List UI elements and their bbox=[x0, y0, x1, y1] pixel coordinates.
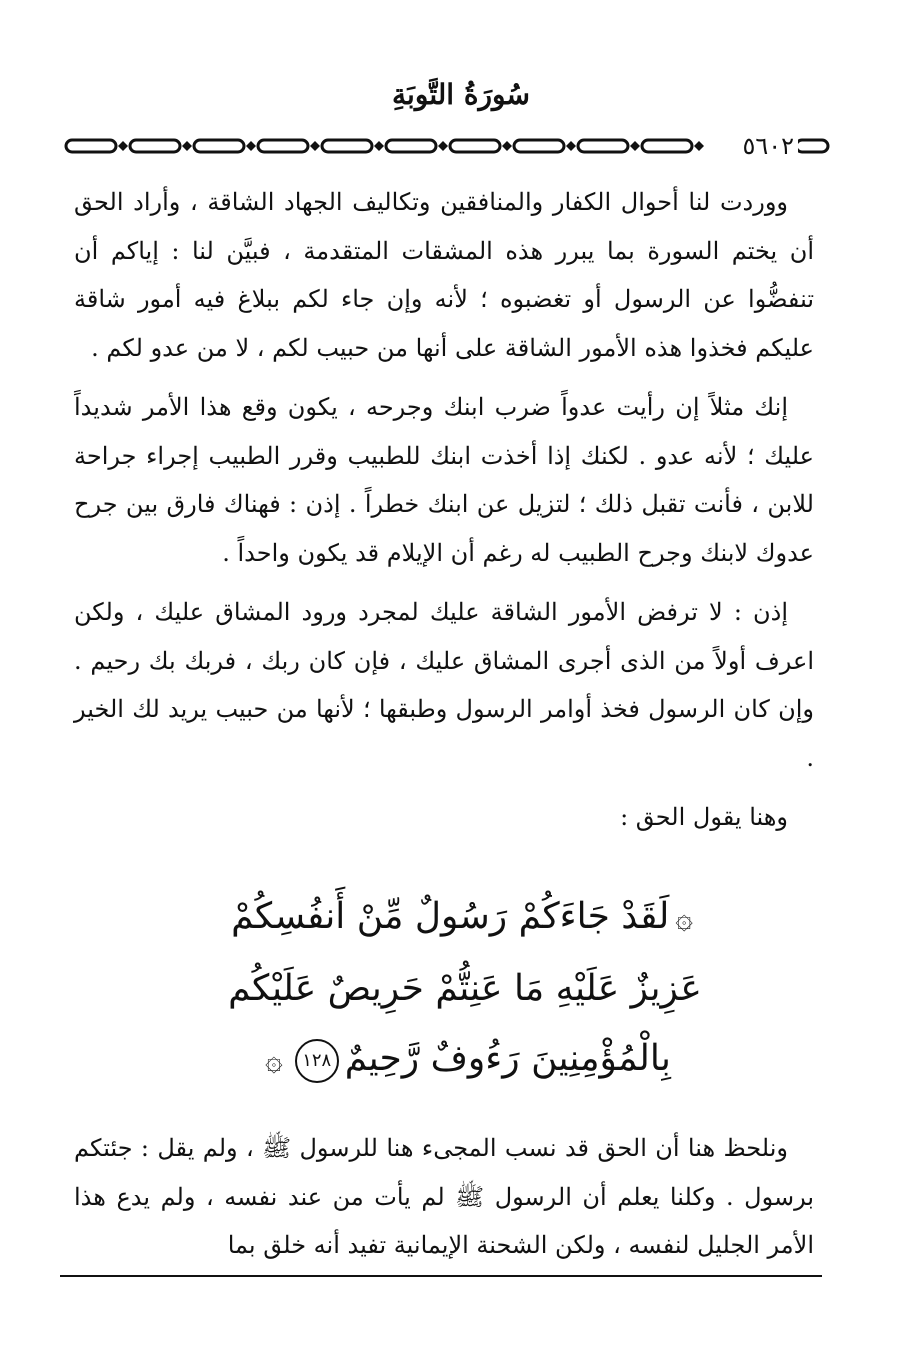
chain-link bbox=[386, 140, 436, 152]
verse-open-ornament-icon: ۞ bbox=[675, 901, 693, 936]
chain-diamond bbox=[502, 141, 512, 151]
verse-line-1-text: لَقَدْ جَاءَكُمْ رَسُولٌ مِّنْ أَنفُسِكُمْ bbox=[231, 896, 670, 937]
footer-rule bbox=[60, 1275, 822, 1277]
chain-link bbox=[578, 140, 628, 152]
verse-close-ornament-icon: ۞ bbox=[265, 1043, 283, 1078]
page-number: ٥٦٠٢ bbox=[738, 132, 798, 160]
chain-diamond bbox=[438, 141, 448, 151]
chain-diamond bbox=[118, 141, 128, 151]
quran-verse bbox=[120, 882, 810, 1096]
verse-line-3 bbox=[120, 1024, 810, 1096]
paragraph-2: إنك مثلاً إن رأيت عدواً ضرب ابنك وجرحه ، يكون وقع هذا الأمر شديداً عليك ؛ لأنه عدو . لكنك إذا أخذت ابنك للطبيب وقرر الطبيب إجراء جراحة للابن ، فأنت تقبل ذلك ؛ لتزيل عن ابنك خطراً . إذن : فهناك فارق بين جرح عدوك لابنك وجرح الطبيب له رغم أن الإيلام قد يكون واحداً . bbox=[74, 393, 814, 567]
ayah-number-medallion: ١٢٨ bbox=[295, 1039, 339, 1083]
verse-line-3-text: بِالْمُؤْمِنِينَ رَءُوفٌ رَّحِيمٌ bbox=[344, 1038, 671, 1079]
chain-diamond bbox=[566, 141, 576, 151]
chain-link bbox=[322, 140, 372, 152]
chain-link bbox=[514, 140, 564, 152]
verse-line-2: عَزِيزٌ عَلَيْهِ مَا عَنِتُّمْ حَرِيصٌ عَلَيْكُم bbox=[228, 968, 702, 1009]
chain-link bbox=[194, 140, 244, 152]
chain-diamond bbox=[182, 141, 192, 151]
chain-link bbox=[450, 140, 500, 152]
chain-diamond bbox=[374, 141, 384, 151]
chain-link bbox=[642, 140, 692, 152]
verse-line-1 bbox=[120, 882, 810, 954]
paragraph-1: ووردت لنا أحوال الكفار والمنافقين وتكاليف الجهاد الشاقة ، وأراد الحق أن يختم السورة بما يبرر هذه المشقات المتقدمة ، فبيَّن لنا : إياكم أن تنفضُّوا عن الرسول أو تغضبوه ؛ لأنه وإن جاء لكم ببلاغ فيه أمور شاقة عليكم فخذوا هذه الأمور الشاقة على أنها من حبيب لكم ، لا من عدو لكم . bbox=[74, 188, 815, 362]
header-ornament-rule bbox=[62, 130, 832, 162]
paragraph-3: إذن : لا ترفض الأمور الشاقة عليك لمجرد ورود المشاق عليك ، ولكن اعرف أولاً من الذى أجرى المشاق عليك ، فإن كان ربك ، فربك بك رحيم . وإن كان الرسول فخذ أوامر الرسول وطبقها ؛ لأنها من حبيب يريد لك الخير . bbox=[74, 598, 814, 772]
surah-title: سُورَةُ التَّوبَةِ bbox=[392, 78, 530, 111]
chain-link bbox=[130, 140, 180, 152]
chain-link bbox=[796, 140, 828, 152]
chain-diamond bbox=[246, 141, 256, 151]
paragraph-5: ونلحظ هنا أن الحق قد نسب المجىء هنا للرسول ﷺ ، ولم يقل : جئتكم برسول . وكلنا يعلم أن الرسول ﷺ لم يأت من عند نفسه ، ولم يدع هذا الأمر الجليل لنفسه ، ولكن الشحنة الإيمانية تفيد أنه خلق بما bbox=[74, 1134, 814, 1259]
chain-link bbox=[258, 140, 308, 152]
paragraph-4: وهنا يقول الحق : bbox=[620, 803, 788, 831]
main-text bbox=[74, 178, 814, 853]
chain-diamond bbox=[310, 141, 320, 151]
closing-text bbox=[74, 1124, 814, 1281]
chain-diamond bbox=[694, 141, 704, 151]
chain-link bbox=[66, 140, 116, 152]
chain-diamond bbox=[630, 141, 640, 151]
chain-ornament bbox=[62, 130, 832, 162]
